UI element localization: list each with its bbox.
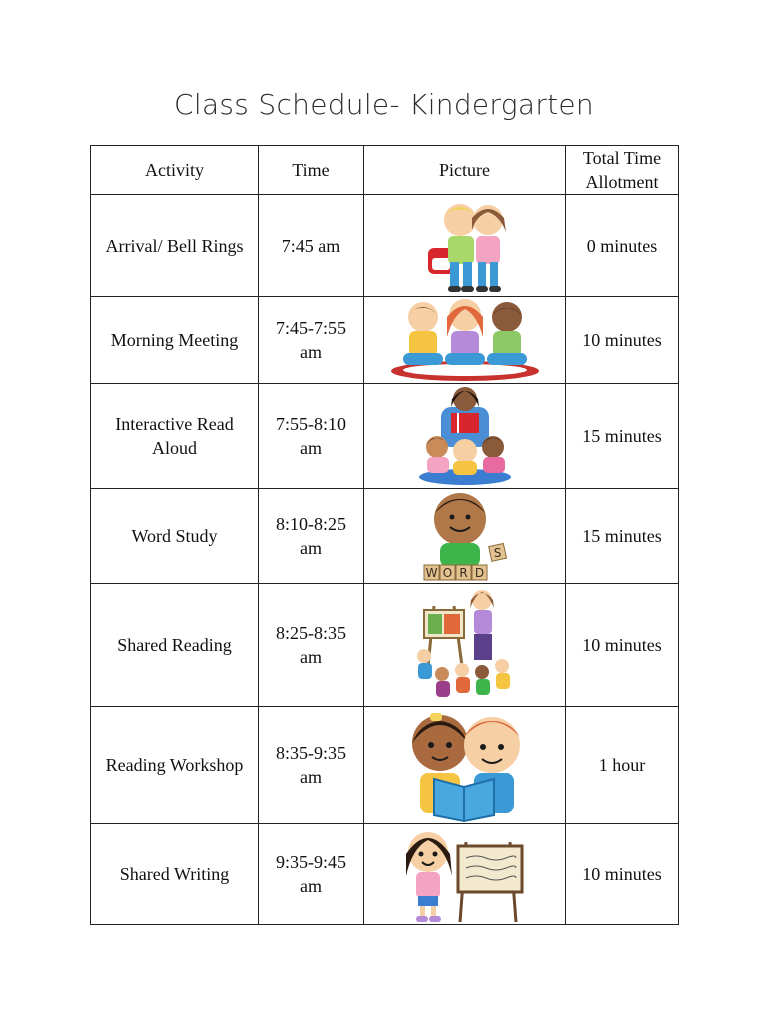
word-tile-letter: W [425, 566, 437, 580]
picture-cell [364, 707, 566, 824]
time-cell: 9:35-9:45 am [259, 824, 364, 925]
table-row [91, 824, 679, 925]
teacher-at-easel-with-class-icon [410, 586, 520, 704]
time-cell: 8:35-9:35 am [259, 707, 364, 824]
total-time-cell: 10 minutes [566, 584, 679, 707]
activity-cell: Morning Meeting [91, 297, 259, 384]
girl-at-writing-easel-icon [400, 824, 530, 924]
table-row [91, 297, 679, 384]
total-time-cell: 1 hour [566, 707, 679, 824]
word-tile-letter: O [442, 566, 452, 580]
schedule-table [90, 145, 679, 925]
page-title: Class Schedule- Kindergarten [174, 88, 594, 121]
two-kids-reading-book-icon [400, 707, 530, 823]
activity-cell: Shared Reading [91, 584, 259, 707]
total-time-cell: 10 minutes [566, 824, 679, 925]
header-picture: Picture [364, 146, 566, 195]
header-total-time: Total Time Allotment [566, 146, 679, 195]
time-cell: 7:45 am [259, 195, 364, 297]
children-sitting-on-rug-icon [385, 297, 545, 383]
activity-cell: Shared Writing [91, 824, 259, 925]
picture-cell [364, 824, 566, 925]
teacher-reading-to-children-icon [415, 385, 515, 487]
table-row [91, 584, 679, 707]
total-time-cell: 0 minutes [566, 195, 679, 297]
table-row [91, 489, 679, 584]
activity-cell: Word Study [91, 489, 259, 584]
word-tile-letter: R [458, 566, 468, 580]
picture-cell [364, 489, 566, 584]
table-row [91, 384, 679, 489]
time-cell: 8:10-8:25 am [259, 489, 364, 584]
time-cell: 7:55-8:10 am [259, 384, 364, 489]
word-tile-letter: D [474, 566, 484, 580]
boy-with-word-tiles-icon [410, 489, 520, 583]
children-arriving-with-backpack-icon [410, 196, 520, 296]
picture-cell [364, 584, 566, 707]
word-tile-letter: S [493, 546, 501, 560]
table-header-row [91, 146, 679, 195]
total-time-cell: 15 minutes [566, 489, 679, 584]
table-row [91, 707, 679, 824]
total-time-cell: 15 minutes [566, 384, 679, 489]
time-cell: 7:45-7:55 am [259, 297, 364, 384]
time-cell: 8:25-8:35 am [259, 584, 364, 707]
picture-cell [364, 195, 566, 297]
picture-cell [364, 297, 566, 384]
activity-cell: Arrival/ Bell Rings [91, 195, 259, 297]
picture-cell [364, 384, 566, 489]
header-time: Time [259, 146, 364, 195]
activity-cell: Reading Workshop [91, 707, 259, 824]
activity-cell: Interactive Read Aloud [91, 384, 259, 489]
total-time-cell: 10 minutes [566, 297, 679, 384]
table-row [91, 195, 679, 297]
header-activity: Activity [91, 146, 259, 195]
